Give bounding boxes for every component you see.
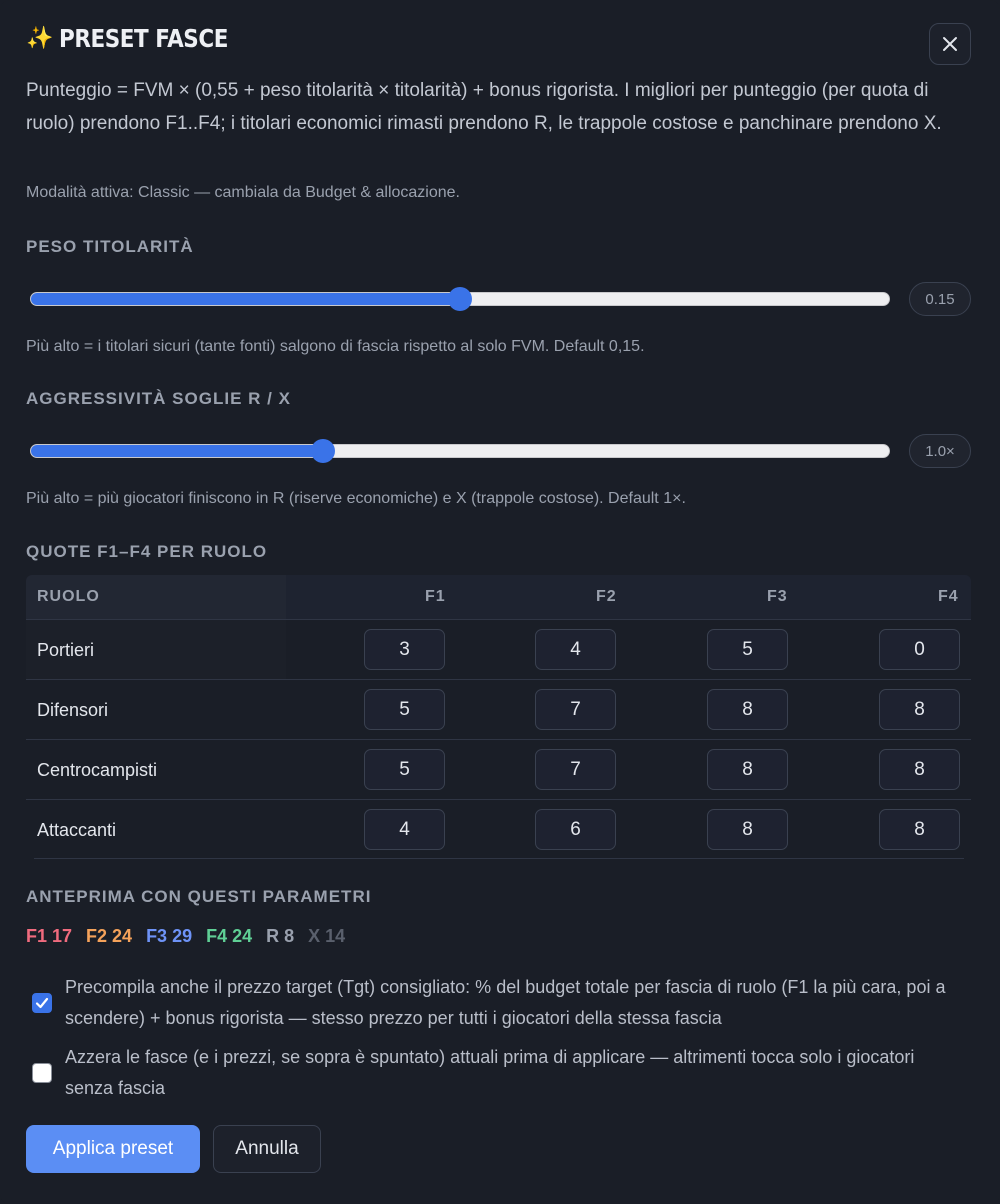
prefill-checkbox[interactable]	[32, 993, 52, 1013]
aggressivita-value: 1.0×	[909, 434, 971, 468]
preview-count-f1: F1 17	[26, 926, 73, 946]
quota-f2-input[interactable]: 7	[535, 689, 616, 730]
row-ruolo: Centrocampisti	[37, 760, 158, 780]
quote-table	[26, 575, 971, 859]
description: Punteggio = FVM × (0,55 + peso titolarità × titolarità) + bonus rigorista. I migliori per punteggio (per quota di ruolo) prendono F1..F4; i titolari economici rimasti prendono R, le trappole costose e panchinare prendono X.	[26, 80, 942, 134]
quota-f1-input[interactable]: 3	[364, 629, 445, 670]
preview-count-f2: F2 24	[86, 926, 133, 946]
quota-f3-input[interactable]: 8	[707, 749, 788, 790]
aggressivita-slider-fill	[31, 445, 323, 457]
row-ruolo: Portieri	[37, 640, 95, 660]
checkmark-icon	[35, 996, 49, 1010]
row-ruolo: Difensori	[37, 700, 109, 720]
peso-heading: PESO TITOLARITÀ	[26, 237, 194, 256]
quota-f4-input[interactable]: 8	[879, 809, 960, 850]
peso-slider-thumb[interactable]	[448, 287, 472, 311]
quote-heading: QUOTE F1–F4 PER RUOLO	[26, 542, 268, 561]
peso-slider-fill	[31, 293, 460, 305]
close-icon	[941, 35, 959, 53]
quota-f1-input[interactable]: 5	[364, 749, 445, 790]
aggressivita-heading: AGGRESSIVITÀ SOGLIE R / X	[26, 389, 291, 408]
quota-f3-input[interactable]: 8	[707, 689, 788, 730]
reset-checkbox[interactable]	[32, 1063, 52, 1083]
reset-label[interactable]: Azzera le fasce (e i prezzi, se sopra è spuntato) attuali prima di applicare — altrimenti tocca solo i giocatori senza fascia	[65, 1047, 915, 1098]
column-f1: F1	[425, 588, 446, 605]
quota-f4-input[interactable]: 8	[879, 749, 960, 790]
preview-count-r: R 8	[266, 926, 295, 946]
mode-note: Modalità attiva: Classic — cambiala da Budget & allocazione.	[26, 184, 460, 201]
preview-count-x: X 14	[308, 926, 346, 946]
preview-count-f3: F3 29	[146, 926, 193, 946]
peso-help: Più alto = i titolari sicuri (tante fonti) salgono di fascia rispetto al solo FVM. Default 0,15.	[26, 338, 645, 355]
dialog-title	[26, 22, 256, 56]
quota-f2-input[interactable]: 7	[535, 749, 616, 790]
aggressivita-slider-thumb[interactable]	[311, 439, 335, 463]
apply-preset-button[interactable]: Applica preset	[26, 1125, 200, 1173]
table-row	[26, 679, 971, 739]
column-ruolo: RUOLO	[37, 588, 100, 605]
table-divider	[34, 858, 964, 859]
column-f4: F4	[938, 588, 959, 605]
quota-f3-input[interactable]: 5	[707, 629, 788, 670]
table-header	[26, 575, 971, 619]
quota-f3-input[interactable]: 8	[707, 809, 788, 850]
quota-f2-input[interactable]: 4	[535, 629, 616, 670]
preview-counts	[26, 926, 345, 947]
preview-count-f4: F4 24	[206, 926, 253, 946]
quota-f1-input[interactable]: 5	[364, 689, 445, 730]
peso-slider[interactable]	[30, 292, 890, 306]
peso-value: 0.15	[909, 282, 971, 316]
cancel-button[interactable]: Annulla	[213, 1125, 321, 1173]
prefill-label[interactable]: Precompila anche il prezzo target (Tgt) consigliato: % del budget totale per fascia di ruolo (F1 la più cara, poi a scendere) + bonus rigorista — stesso prezzo per tutti i giocatori della stessa fascia	[65, 977, 946, 1028]
quota-f1-input[interactable]: 4	[364, 809, 445, 850]
sparkles-icon: ✨	[26, 26, 54, 51]
column-f3: F3	[767, 588, 788, 605]
column-f2: F2	[596, 588, 617, 605]
table-row	[26, 739, 971, 799]
close-button[interactable]	[929, 23, 971, 65]
aggressivita-help: Più alto = più giocatori finiscono in R (riserve economiche) e X (trappole costose). Default 1×.	[26, 490, 686, 507]
dialog-title-text: PRESET FASCE	[59, 24, 229, 53]
aggressivita-slider[interactable]	[30, 444, 890, 458]
quota-f2-input[interactable]: 6	[535, 809, 616, 850]
row-ruolo: Attaccanti	[37, 820, 117, 840]
quota-f4-input[interactable]: 0	[879, 629, 960, 670]
preview-heading: ANTEPRIMA CON QUESTI PARAMETRI	[26, 887, 372, 906]
table-row	[26, 799, 971, 859]
quota-f4-input[interactable]: 8	[879, 689, 960, 730]
table-row	[26, 619, 971, 679]
